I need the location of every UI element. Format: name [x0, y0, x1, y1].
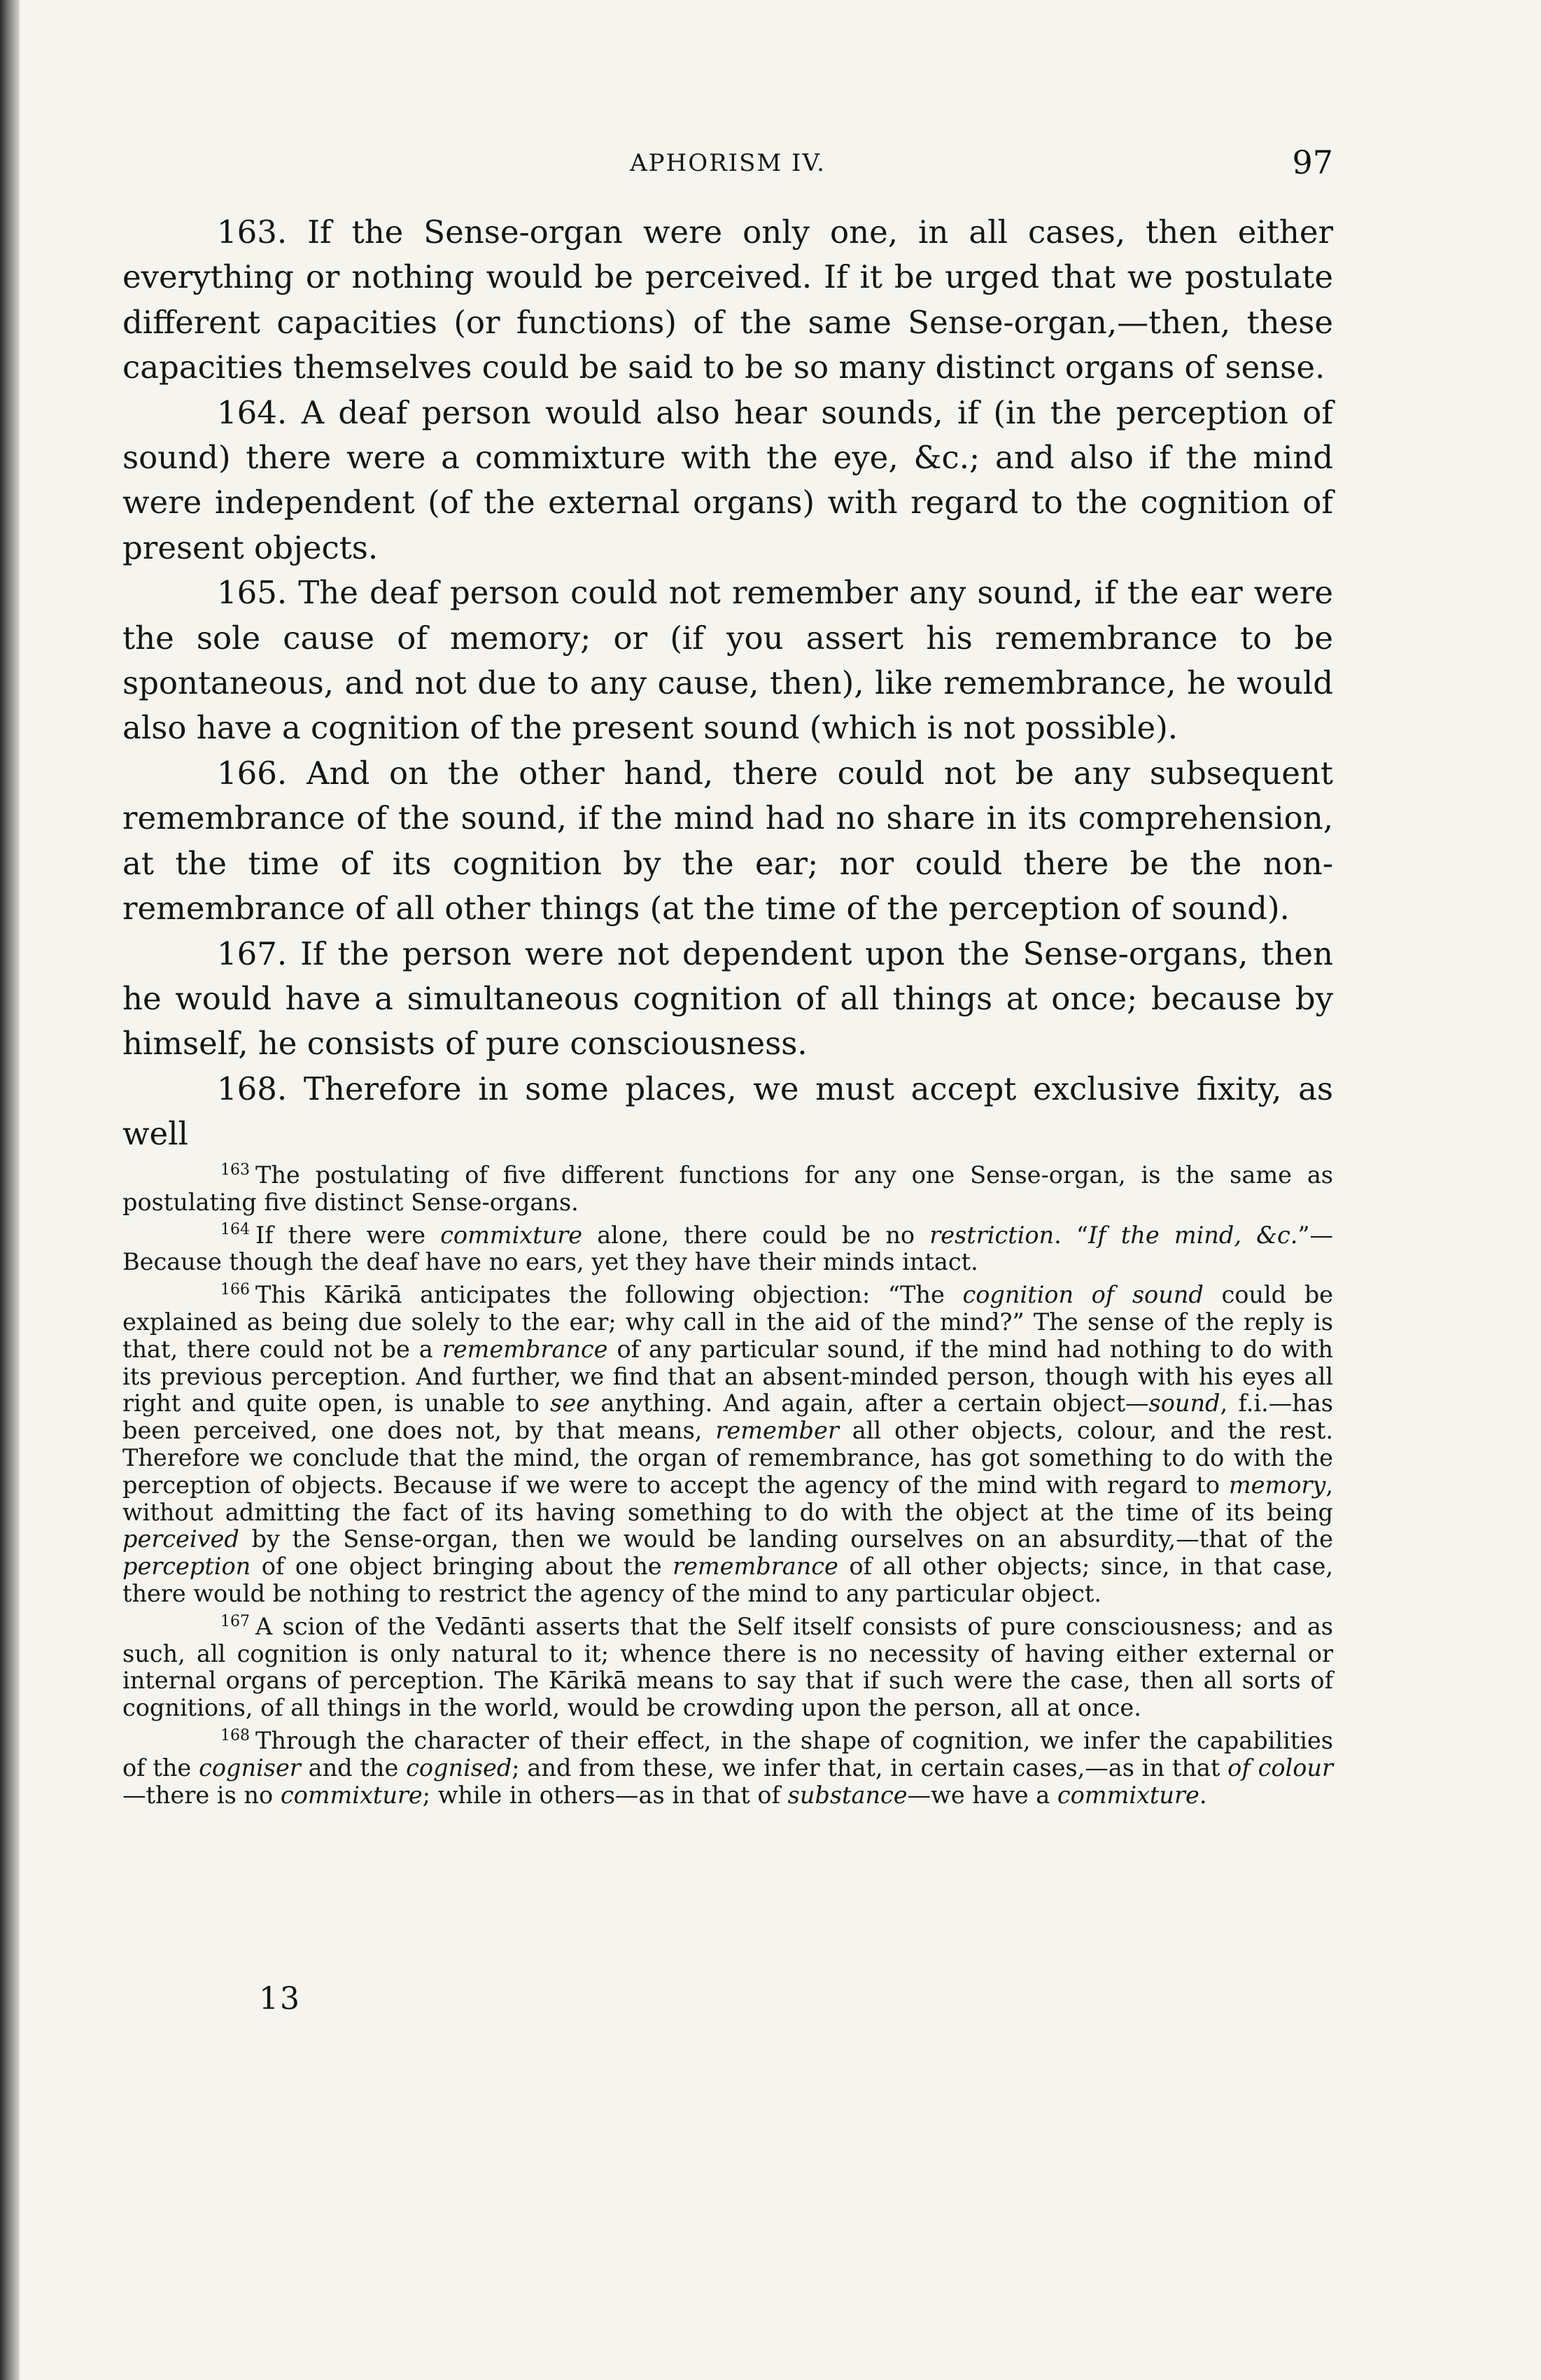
aphorism-167 [122, 932, 1333, 1067]
footnote-italic-text: perception [122, 1553, 251, 1581]
footnote-italic-text: of colour [1227, 1754, 1333, 1782]
footnote-text: . “ [1054, 1221, 1089, 1249]
aphorism-163 [122, 210, 1333, 391]
footnote-text: If there were [255, 1221, 441, 1249]
footnote-number: 168 [220, 1726, 250, 1744]
aphorism-168 [122, 1067, 1333, 1157]
aphorism-number: 165. [217, 574, 288, 612]
footnote-number: 166 [220, 1281, 250, 1299]
aphorism-164 [122, 391, 1333, 571]
footnote-italic-text: remembrance [673, 1553, 838, 1581]
footnote-text: , without admitting the fact of its having something to do with the object at the time of its being [122, 1471, 1333, 1526]
footnote-167 [122, 1614, 1333, 1722]
footnote-italic-text: see [550, 1390, 590, 1418]
page-binding-edge [0, 0, 20, 2380]
aphorism-166 [122, 751, 1333, 932]
footnote-text: —we have a [907, 1781, 1057, 1809]
aphorism-number: 167. [217, 934, 288, 972]
footnote-text: of any particular sound, if the mind had nothing to do with its previous perception. And further, we find that an absent-minded person, though with his eyes all right and quite open, is unable to [122, 1335, 1334, 1418]
aphorism-number: 168. [217, 1070, 288, 1107]
footnote-168 [122, 1728, 1333, 1809]
footnote-text: ; while in others—as in that of [422, 1781, 788, 1809]
footnote-italic-text: remember [715, 1417, 839, 1445]
signature-mark: 13 [259, 1981, 301, 2017]
footnote-text: all other objects, colour, and the rest. Therefore we conclude that the mind, the organ of remembrance, has got something to do with the perception of objects. Because if we were to accept the agency of the mind with regard to [122, 1417, 1333, 1499]
footnote-text: . [1199, 1781, 1207, 1809]
footnote-text: by the Sense-organ, then we would be landing ourselves on an absurdity,—that of the [239, 1525, 1333, 1553]
footnote-italic-text: perceived [122, 1525, 239, 1553]
aphorism-body: And on the other hand, there could not be any subsequent remembrance of the sound, if the mind had no share in its comprehension, at the time of its cognition by the ear; nor could there be the non-remembrance of all other things (at the time of the perception of sound). [122, 754, 1333, 927]
aphorism-body: The deaf person could not remember any sound, if the ear were the sole cause of memory; or (if you assert his remembrance to be spontaneous, and not due to any cause, then), like remembrance, he would also have a cognition of the present sound (which is not possible). [122, 574, 1333, 747]
footnote-italic-text: memory [1228, 1471, 1326, 1499]
footnote-text: ”—Because though the deaf have no ears, yet they have their minds intact. [122, 1221, 1333, 1276]
aphorism-body: If the Sense-organ were only one, in all cases, then either everything or nothing would be perceived. If it be urged that we postulate different capacities (or functions) of the same Sense-organ,—then, these capacities themselves could be said to be so many distinct organs of sense. [122, 214, 1334, 386]
aphorism-number: 164. [217, 393, 288, 431]
footnote-text: anything. And again, after a certain object— [589, 1390, 1149, 1418]
footnote-text: , f.i.—has been perceived, one does not, by that means, [122, 1390, 1333, 1445]
footnote-italic-text: sound [1148, 1390, 1220, 1418]
footnote-text: —there is no [122, 1781, 281, 1809]
footnote-italic-text: remembrance [442, 1335, 608, 1363]
aphorism-body: A deaf person would also hear sounds, if (in the perception of sound) there were a commixture with the eye, &c.; and also if the mind were independent (of the external organs) with regard to the cognition of present objects. [122, 393, 1333, 566]
footnote-italic-text: commixture [440, 1221, 583, 1249]
footnote-text: of one object bringing about the [251, 1553, 673, 1581]
footnote-italic-text: substance [787, 1781, 908, 1809]
aphorism-text [122, 210, 1333, 1157]
footnote-italic-text: cognised [406, 1754, 512, 1782]
footnote-text: could be explained as being due solely to the ear; why call in the aid of the mind?” The sense of the reply is that, there could not be a [122, 1281, 1334, 1363]
running-head [122, 144, 1333, 186]
footnote-text: alone, there could be no [582, 1221, 930, 1249]
running-title: APHORISM IV. [630, 149, 826, 177]
footnote-text: The postulating of five different functions for any one Sense-organ, is the same as postulating five distinct Sense-organs. [122, 1161, 1333, 1216]
footnote-163 [122, 1162, 1333, 1217]
footnote-italic-text: commixture [280, 1781, 423, 1809]
footnote-text: This Kārikā anticipates the following objection: “The [255, 1281, 963, 1309]
aphorism-165 [122, 570, 1333, 751]
footnote-italic-text: commixture [1057, 1781, 1199, 1809]
footnote-text: ; and from these, we infer that, in certain cases,—as in that [512, 1754, 1228, 1782]
footnote-text: and the [300, 1754, 407, 1782]
footnote-text: of all other objects; since, in that case, there would be nothing to restrict the agency of the mind to any particular object. [122, 1553, 1333, 1607]
footnotes [122, 1162, 1333, 1814]
aphorism-number: 166. [217, 754, 288, 792]
footnote-text: A scion of the Vedānti asserts that the Self itself consists of pure consciousness; and as such, all cognition is only natural to it; whence there is no necessity of having either external or internal organs of perception. The Kārikā means to say that if such were the case, then all sorts of cognitions, of all things in the world, would be crowding upon the person, all at once. [122, 1612, 1333, 1722]
aphorism-body: If the person were not dependent upon the Sense-organs, then he would have a simultaneous cognition of all things at once; because by himself, he consists of pure consciousness. [122, 934, 1333, 1063]
footnote-number: 163 [220, 1161, 250, 1179]
page-number: 97 [1292, 144, 1333, 181]
footnote-text: Through the character of their effect, in the shape of cognition, we infer the capabilities of the [122, 1726, 1333, 1782]
footnote-164 [122, 1222, 1333, 1277]
footnote-166 [122, 1282, 1333, 1608]
footnote-number: 164 [220, 1221, 250, 1239]
footnote-number: 167 [220, 1612, 250, 1630]
footnote-italic-text: cognition of sound [962, 1281, 1204, 1309]
aphorism-body: Therefore in some places, we must accept exclusive fixity, as well [122, 1070, 1333, 1153]
aphorism-number: 163. [217, 214, 288, 251]
footnote-italic-text: If the mind, &c. [1088, 1221, 1298, 1249]
footnote-italic-text: restriction [929, 1221, 1055, 1249]
footnote-italic-text: cogniser [199, 1754, 301, 1782]
